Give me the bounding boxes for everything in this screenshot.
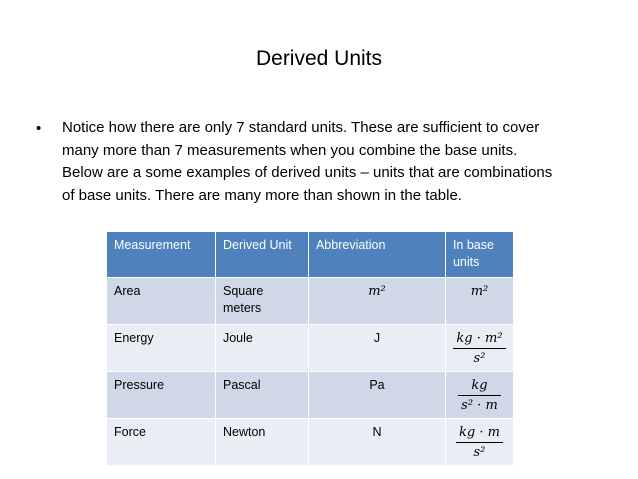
- measurement-cell: Area: [107, 278, 216, 325]
- table-row: [107, 325, 514, 372]
- base-units-cell: m²: [445, 278, 513, 325]
- slide-title: Derived Units: [255, 47, 383, 70]
- header-abbreviation: Abbreviation: [308, 232, 445, 278]
- measurement-cell: Force: [107, 419, 216, 466]
- base-units-fraction: [458, 377, 501, 414]
- base-units-cell: [445, 325, 513, 372]
- abbreviation-cell: N: [308, 419, 445, 466]
- derived-unit-cell: Newton: [215, 419, 308, 466]
- abbreviation-cell: J: [308, 325, 445, 372]
- base-units-cell: [445, 372, 513, 419]
- fraction-denominator: s²: [473, 445, 486, 460]
- bullet-icon: •: [36, 120, 42, 137]
- header-derived-unit: Derived Unit: [215, 232, 308, 278]
- bullet-line: of base units. There are many more than shown in the table.: [62, 186, 462, 204]
- fraction-numerator: kg: [458, 377, 501, 396]
- derived-unit-cell: Joule: [215, 325, 308, 372]
- bullet-line: Below are a some examples of derived units – units that are combinations: [62, 164, 553, 181]
- fraction-numerator: kg · m²: [453, 330, 505, 349]
- abbreviation-cell: m²: [308, 278, 445, 325]
- derived-unit-cell: Square meters: [215, 278, 308, 325]
- abbreviation-cell: Pa: [308, 372, 445, 419]
- base-units-cell: [445, 419, 513, 466]
- fraction-numerator: kg · m: [456, 424, 503, 443]
- measurement-cell: Energy: [107, 325, 216, 372]
- fraction-denominator: s²: [473, 351, 486, 366]
- base-units-fraction: [453, 330, 505, 367]
- derived-unit-cell: Pascal: [215, 372, 308, 419]
- table-row: [107, 372, 514, 419]
- derived-units-table: [106, 231, 514, 466]
- table-header-row: [107, 232, 514, 278]
- table-row: [107, 278, 514, 325]
- header-measurement: Measurement: [107, 232, 216, 278]
- header-base-units: In base units: [445, 232, 513, 278]
- bullet-line: many more than 7 measurements when you combine the base units.: [62, 141, 518, 159]
- table-row: [107, 419, 514, 466]
- fraction-denominator: s² · m: [461, 398, 498, 413]
- measurement-cell: Pressure: [107, 372, 216, 419]
- bullet-text: [62, 117, 614, 207]
- base-units-fraction: [456, 424, 503, 461]
- bullet-line: Notice how there are only 7 standard units. These are sufficient to cover: [62, 119, 540, 136]
